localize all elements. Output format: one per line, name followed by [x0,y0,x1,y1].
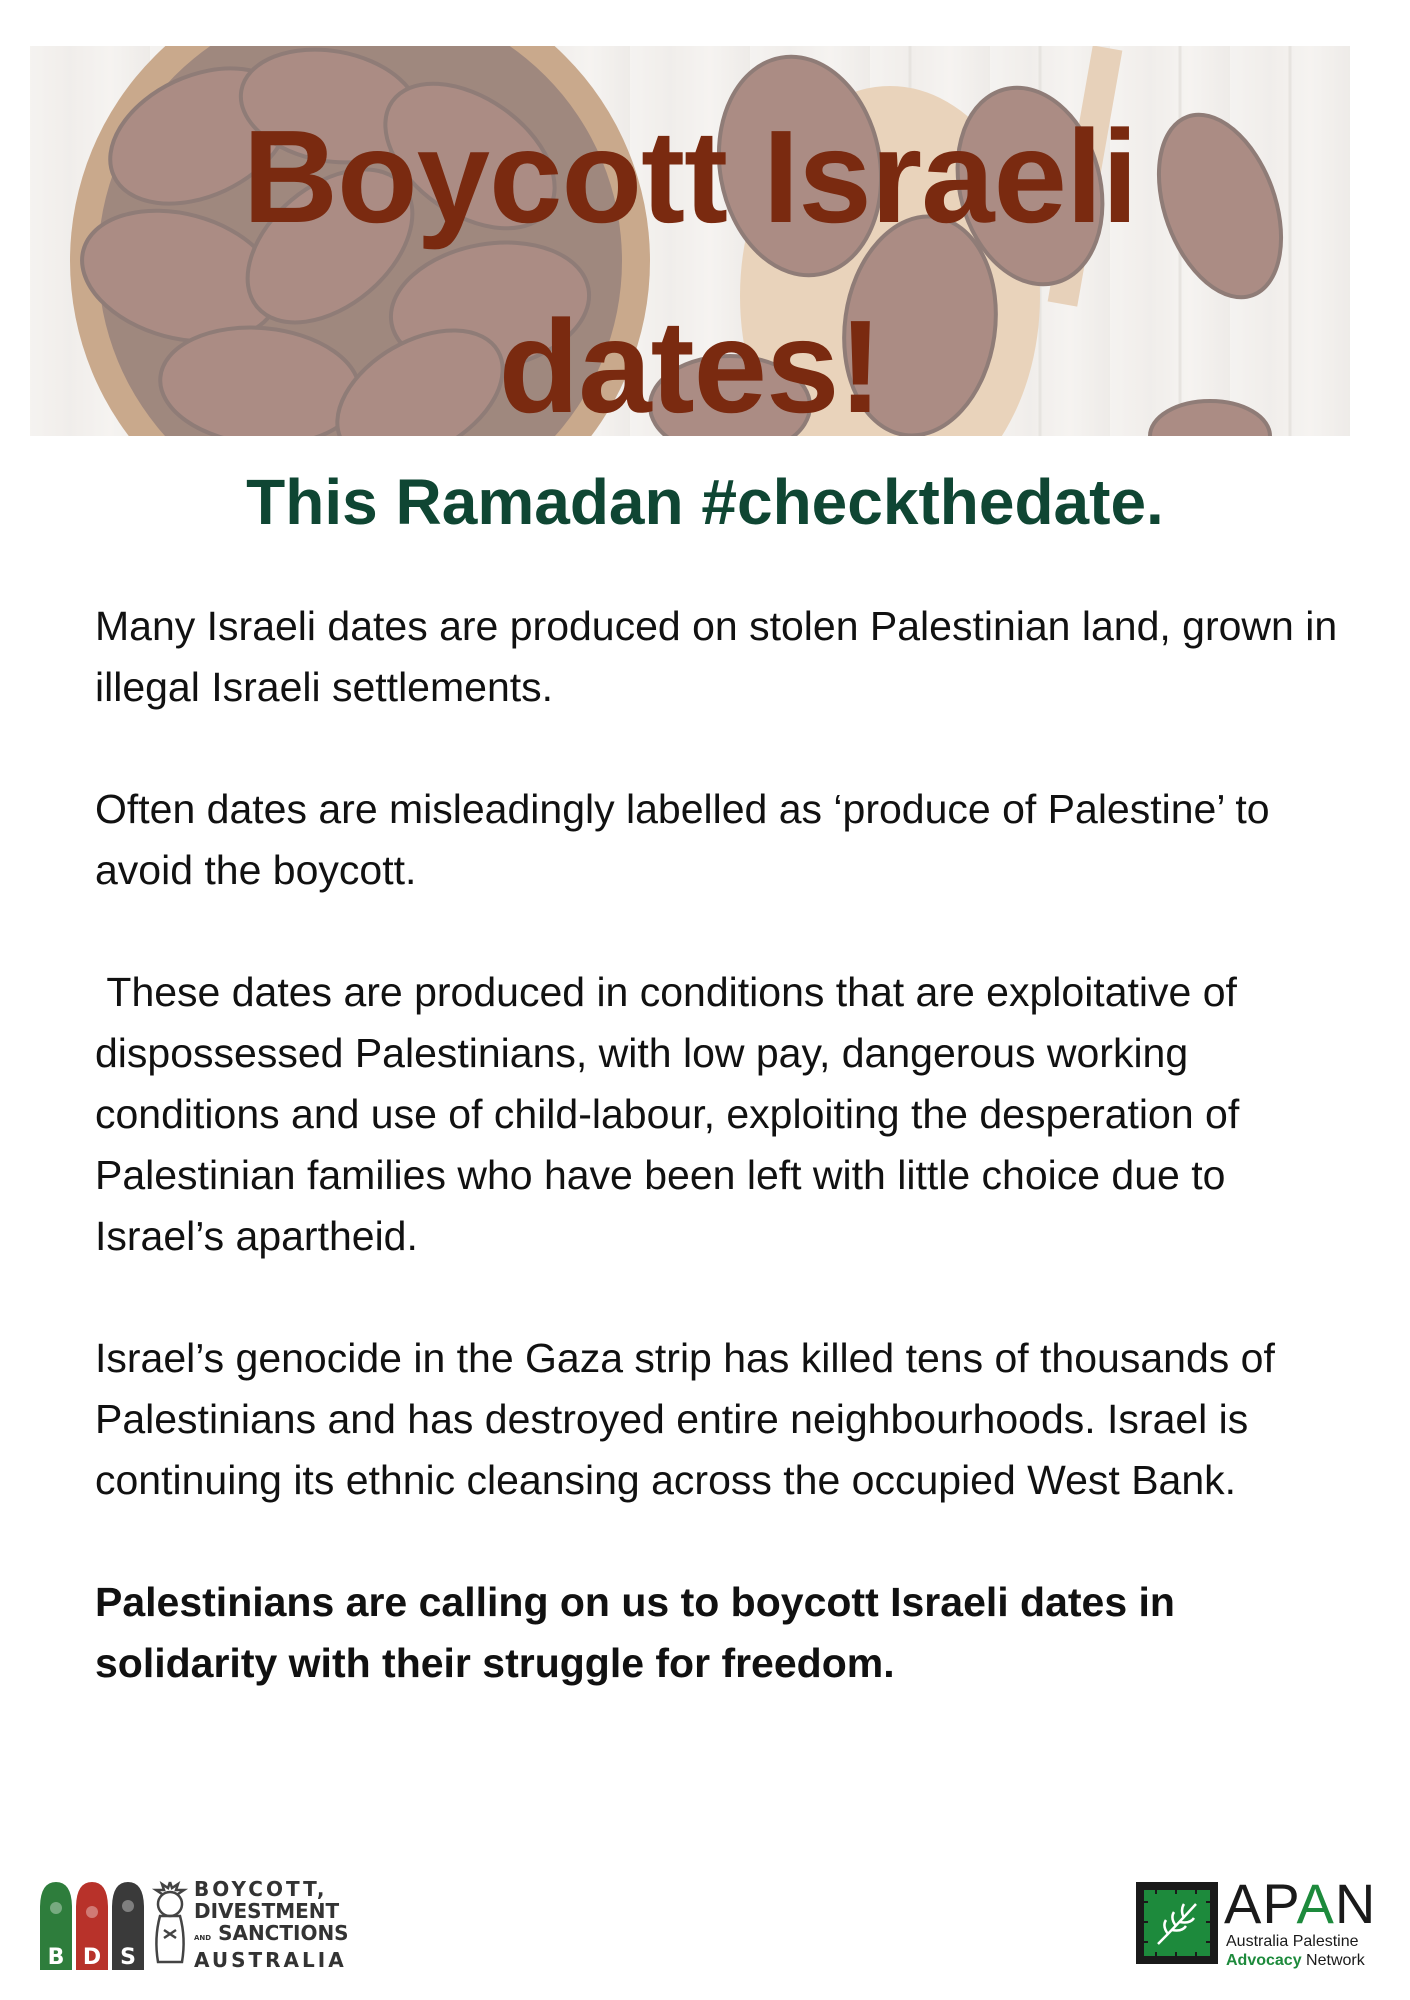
apan-wordmark [1224,1874,1376,1934]
apan-name-part-2: A [1296,1872,1335,1935]
olive-branch-emblem-icon [1136,1882,1218,1964]
body-text [95,596,1345,1755]
paragraph-mislabelled: Often dates are misleadingly labelled as ‘produce of Palestine’ to avoid the boycott. [95,786,1270,893]
bds-letter-s: S [120,1945,136,1970]
hero-banner [30,46,1350,436]
apan-tagline-line-1: Australia Palestine [1226,1933,1359,1950]
headline [30,82,1350,436]
bds-line-and: AND [194,1934,212,1942]
bds-letter-d: D [82,1945,102,1970]
paragraph-genocide: Israel’s genocide in the Gaza strip has killed tens of thousands of Palestinians and has destroyed entire neighbourhoods. Israel is continuing its ethnic cleansing across the occupied West Bank. [95,1335,1275,1503]
paragraph-stolen-land: Many Israeli dates are produced on stolen Palestinian land, grown in illegal Israeli settlements. [95,603,1338,710]
bds-line-boycott: BOYCOTT, [194,1877,328,1901]
bds-key-icon [36,1878,148,1970]
bds-line-divestment: DIVESTMENT [194,1899,340,1923]
bds-letter-b: B [47,1945,65,1970]
headline-line-2: dates! [498,293,882,436]
handala-figure-icon [148,1878,192,1970]
apan-name-part-1: AP [1224,1872,1297,1935]
apan-tagline [1226,1932,1365,1970]
callout-paragraph: Palestinians are calling on us to boycott Israeli dates in solidarity with their struggle for freedom. [95,1579,1175,1686]
subheadline: This Ramadan #checkthedate. [246,466,1164,538]
apan-tagline-advocacy: Advocacy [1226,1952,1302,1969]
bds-wordmark [194,1878,354,1971]
bds-line-sanctions: SANCTIONS [218,1921,349,1945]
paragraph-exploitation: These dates are produced in conditions that are exploitative of dispossessed Palestinians, with low pay, dangerous working conditions and use of child-labour, exploiting the desperation of Palestinian families who have been left with little choice due to Israel’s apartheid. [95,969,1251,1259]
bds-australia-logo [36,1877,349,1972]
apan-logo [1136,1872,1377,1970]
headline-line-1: Boycott Israeli [242,103,1138,250]
apan-tagline-network: Network [1301,1952,1365,1969]
bds-line-australia: AUSTRALIA [194,1948,347,1972]
apan-name-part-3: N [1334,1872,1377,1935]
